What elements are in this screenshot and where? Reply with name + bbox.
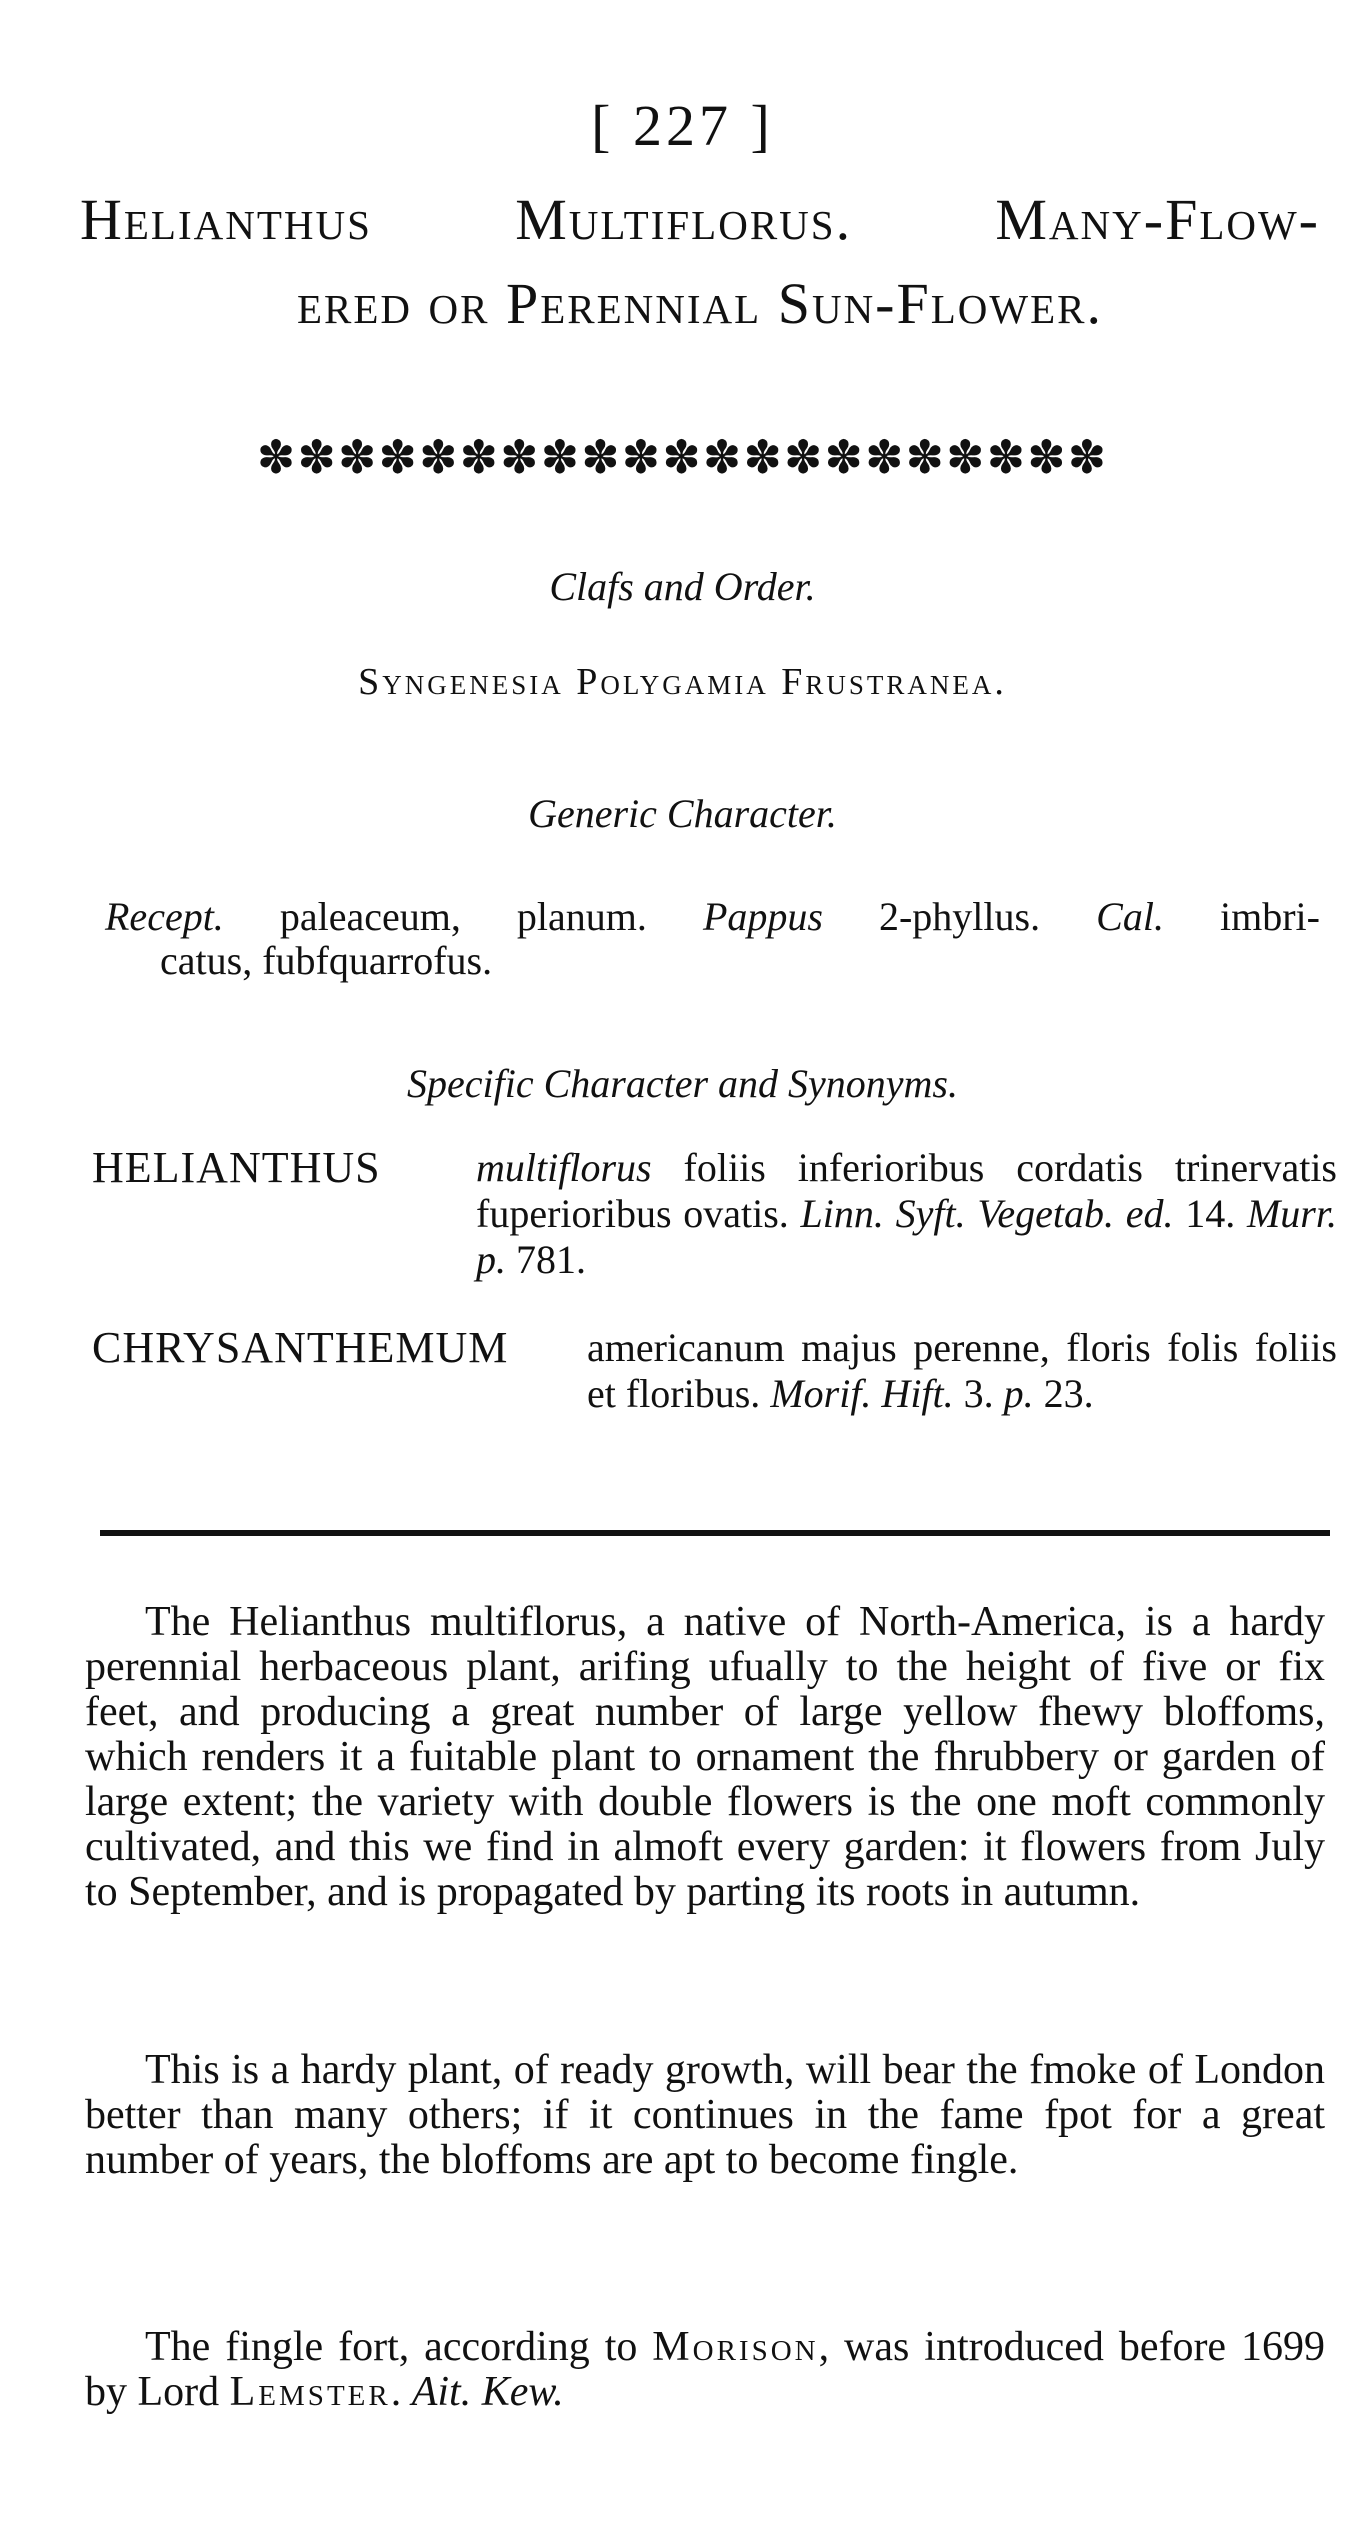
specific-character-heading: Specific Character and Synonyms. bbox=[407, 1061, 958, 1106]
paragraph-text: . bbox=[390, 2369, 412, 2415]
reference: Ait. Kew. bbox=[411, 2369, 564, 2415]
class-order-value: Syngenesia Polygamia Frustranea. bbox=[358, 661, 1007, 703]
page-number: [ 227 ] bbox=[591, 93, 774, 158]
person-name: Lemster bbox=[229, 2369, 391, 2415]
synonym-text: americanum majus perenne, floris folis foliis et floribus. bbox=[587, 1325, 1337, 1416]
synonym-reference: p. bbox=[1003, 1371, 1034, 1416]
generic-character-heading: Generic Character. bbox=[528, 791, 837, 836]
generic-character-text bbox=[105, 895, 1320, 983]
cal-text: imbri- bbox=[1163, 894, 1320, 939]
synonym-description bbox=[476, 1145, 1337, 1283]
recept-text: paleaceum, planum. bbox=[223, 894, 703, 939]
paragraph: The Helianthus multiflorus, a native of North-America, is a hardy perennial herbaceous plant, arifing ufually to the height of five or fix feet, and producing a great number of large yellow fhewy bloffoms, which renders it a fuitable plant to ornament the fhrubbery or garden of large extent; the variety with double flowers is the one moft commonly cultivated, and this we find in almoft every garden: it flowers from July to September, and is propagated by parting its roots in autumn. bbox=[85, 1599, 1325, 1915]
synonym-genus: CHRYSANTHEMUM bbox=[92, 1323, 509, 1372]
paragraph bbox=[85, 2325, 1325, 2415]
generic-line-2: catus, fubfquarrofus. bbox=[160, 938, 493, 983]
synonym-reference: Morif. Hift. bbox=[770, 1371, 954, 1416]
pappus-text: 2-phyllus. bbox=[822, 894, 1097, 939]
title-line-2: ered or Perennial Sun-Flower. bbox=[296, 271, 1103, 336]
generic-line-1 bbox=[105, 895, 1320, 939]
synonym-entry bbox=[92, 1145, 1337, 1283]
section-rule bbox=[100, 1530, 1330, 1536]
synonym-genus: HELIANTHUS bbox=[92, 1143, 381, 1192]
synonym-reference-number: 14. bbox=[1173, 1191, 1247, 1236]
synonym-entry bbox=[92, 1325, 1337, 1417]
recept-label: Recept. bbox=[105, 894, 224, 939]
paragraph-text: , was introduced before 1699 by Lord bbox=[85, 2324, 1325, 2415]
synonym-description bbox=[587, 1325, 1337, 1417]
synonym-reference-number: 3. bbox=[953, 1371, 1004, 1416]
page-title bbox=[80, 178, 1320, 346]
cal-label: Cal. bbox=[1096, 894, 1164, 939]
ornament-divider: ✽✽✽✽✽✽✽✽✽✽✽✽✽✽✽✽✽✽✽✽✽ bbox=[256, 432, 1109, 483]
synonym-reference-number: 781. bbox=[506, 1237, 586, 1282]
paragraph-text: The fingle fort, according to bbox=[145, 2324, 653, 2370]
paragraph: This is a hardy plant, of ready growth, will bear the fmoke of London better than many others; if it continues in the fame fpot for a great number of years, the bloffoms are apt to become fingle. bbox=[85, 2047, 1325, 2183]
synonym-reference: Murr. p. bbox=[476, 1191, 1338, 1282]
author-name: Morison bbox=[652, 2324, 819, 2370]
synonym-reference-number: 23. bbox=[1033, 1371, 1094, 1416]
synonym-text: foliis inferioribus cordatis trinervatis fuperioribus ovatis. bbox=[476, 1145, 1337, 1236]
synonym-species: multiflorus bbox=[476, 1145, 652, 1190]
pappus-label: Pappus bbox=[702, 894, 823, 939]
title-line-1: Helianthus Multiflorus. Many-Flow- bbox=[80, 187, 1320, 252]
class-order-heading: Clafs and Order. bbox=[549, 564, 816, 609]
synonym-reference: Linn. Syft. Vegetab. ed. bbox=[800, 1191, 1174, 1236]
